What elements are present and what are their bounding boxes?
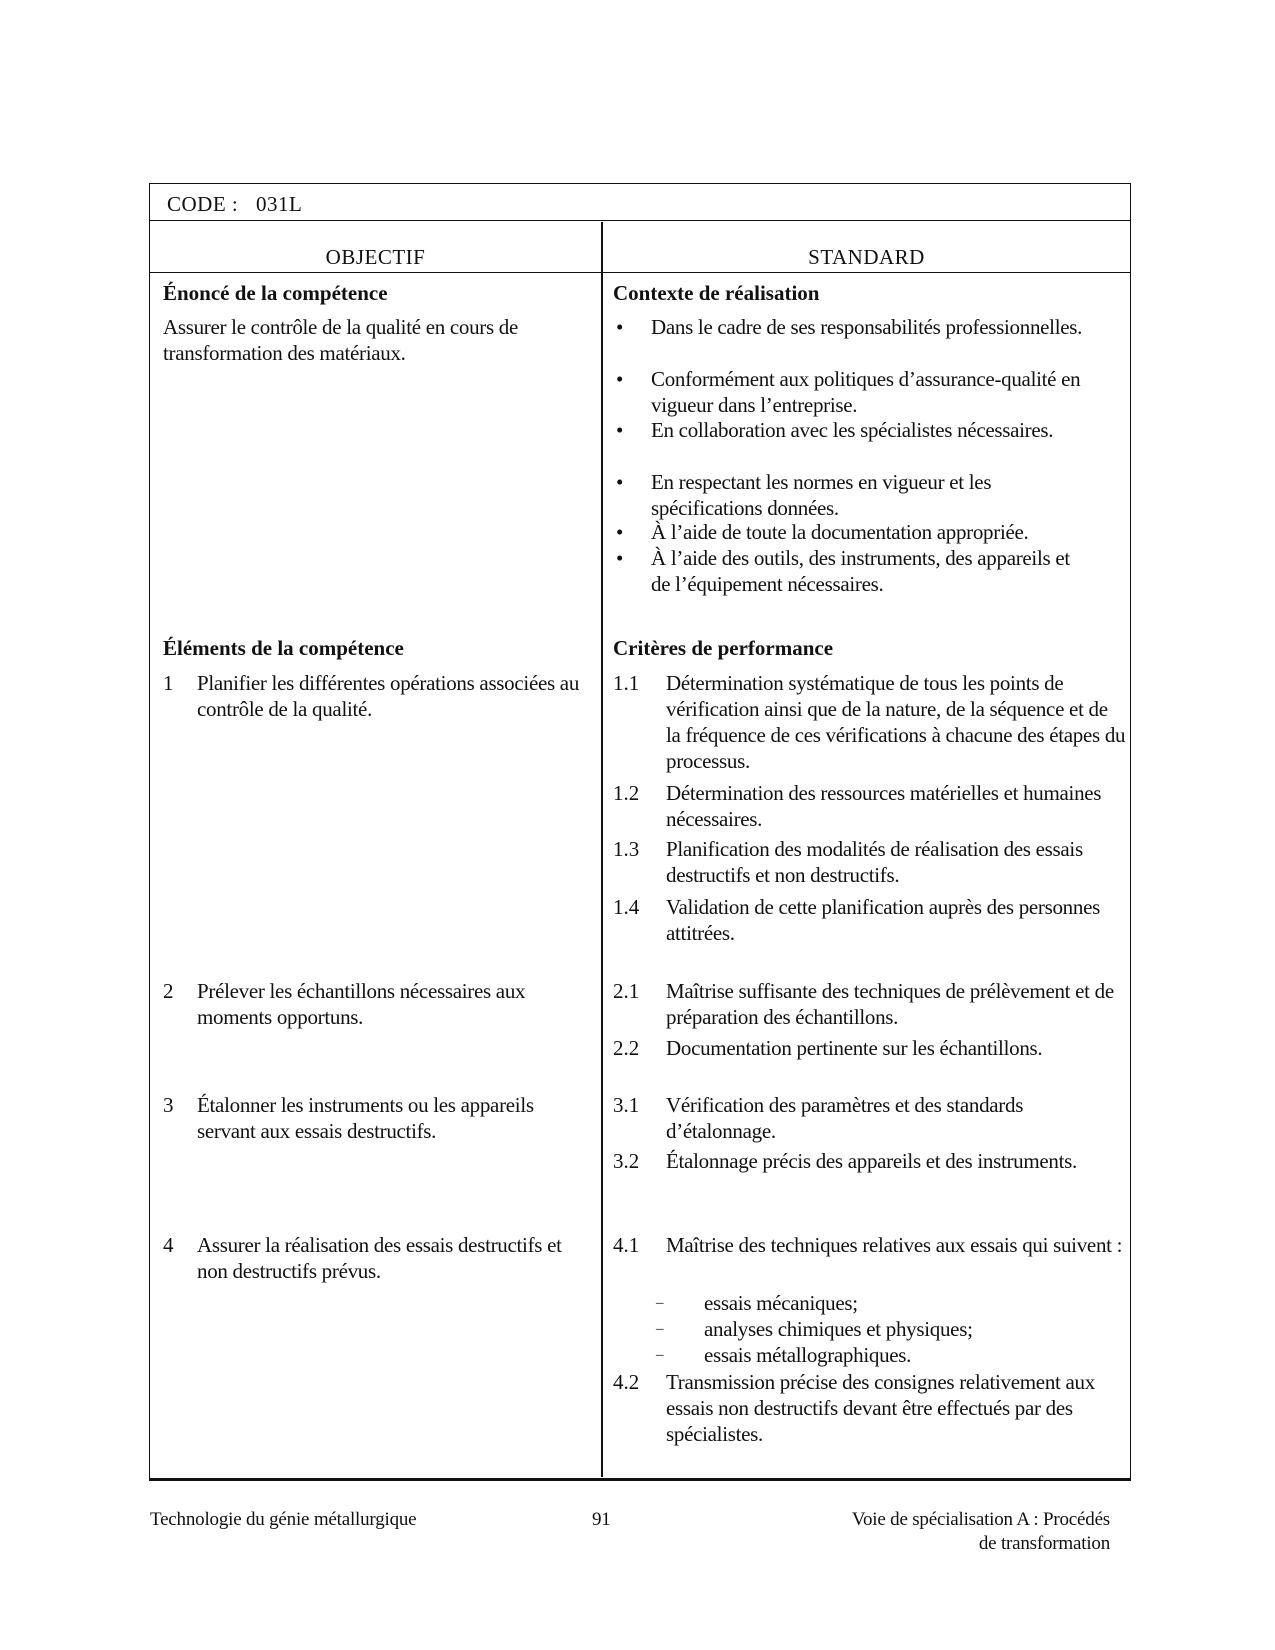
bullet-icon: • — [616, 520, 624, 544]
footer-title: Technologie du génie métallurgique — [150, 1509, 417, 1530]
critere-number: 1.2 — [613, 781, 640, 805]
column-header-objectif: OBJECTIF — [325, 245, 426, 269]
critere-number: 2.1 — [613, 979, 640, 1003]
critere-text: Documentation pertinente sur les échantillons. — [666, 1036, 1043, 1060]
contexte-item: Dans le cadre de ses responsabilités professionnelles. — [651, 315, 1083, 339]
footer-section — [852, 1508, 1110, 1556]
critere-text: Détermination des ressources matérielles et humaines nécessaires. — [666, 781, 1102, 831]
critere-text: Vérification des paramètres et des standards d’étalonnage. — [666, 1093, 1024, 1143]
critere-number: 4.2 — [613, 1370, 640, 1394]
code-row — [167, 191, 302, 217]
dash-icon: – — [656, 1347, 664, 1363]
dash-icon: – — [656, 1295, 664, 1311]
bullet-icon: • — [616, 367, 624, 391]
sub-item: analyses chimiques et physiques; — [704, 1317, 973, 1341]
sub-item: essais métallographiques. — [704, 1343, 912, 1367]
critere-number: 3.1 — [613, 1093, 640, 1117]
element-text: Étalonner les instruments ou les appareils servant aux essais destructifs. — [197, 1093, 534, 1143]
bullet-icon: • — [616, 418, 624, 442]
criteres-heading: Critères de performance — [613, 636, 834, 660]
contexte-item: À l’aide de toute la documentation appropriée. — [651, 520, 1029, 544]
enonce-heading: Énoncé de la compétence — [163, 281, 388, 305]
contexte-item: À l’aide des outils, des instruments, des appareils et de l’équipement nécessaires. — [651, 546, 1070, 596]
element-number: 3 — [163, 1093, 174, 1117]
contexte-item: En respectant les normes en vigueur et les spécifications données. — [651, 470, 992, 520]
page-number: 91 — [592, 1509, 611, 1530]
critere-number: 1.4 — [613, 895, 640, 919]
element-number: 1 — [163, 671, 174, 695]
footer-section-line2: de transformation — [978, 1533, 1110, 1554]
critere-text: Maîtrise suffisante des techniques de prélèvement et de préparation des échantillons. — [666, 979, 1114, 1029]
sub-item: essais mécaniques; — [704, 1291, 858, 1315]
critere-number: 1.3 — [613, 837, 640, 861]
critere-text: Détermination systématique de tous les points de vérification ainsi que de la nature, de la séquence et de la fréquence de ces vérifications à chacune des étapes du processus. — [666, 671, 1126, 773]
contexte-item: En collaboration avec les spécialistes nécessaires. — [651, 418, 1054, 442]
bullet-icon: • — [616, 315, 624, 339]
dash-icon: – — [656, 1321, 664, 1337]
divider — [149, 220, 1131, 221]
bullet-icon: • — [616, 470, 624, 494]
contexte-heading: Contexte de réalisation — [613, 281, 820, 305]
code-value: 031L — [256, 192, 303, 216]
critere-number: 3.2 — [613, 1149, 640, 1173]
element-text: Assurer la réalisation des essais destructifs et non destructifs prévus. — [197, 1233, 562, 1283]
footer-section-line1: Voie de spécialisation A : Procédés — [851, 1509, 1110, 1530]
critere-text: Étalonnage précis des appareils et des instruments. — [666, 1149, 1077, 1173]
critere-text: Transmission précise des consignes relativement aux essais non destructifs devant être effectués par des spécialistes. — [666, 1370, 1095, 1446]
bullet-icon: • — [616, 546, 624, 570]
element-text: Prélever les échantillons nécessaires aux moments opportuns. — [197, 979, 526, 1029]
critere-number: 4.1 — [613, 1233, 640, 1257]
elements-heading: Éléments de la compétence — [163, 636, 404, 660]
code-label: CODE : — [167, 192, 239, 216]
column-header-standard: STANDARD — [808, 245, 925, 269]
element-number: 2 — [163, 979, 174, 1003]
critere-number: 2.2 — [613, 1036, 640, 1060]
critere-text: Planification des modalités de réalisation des essais destructifs et non destructifs. — [666, 837, 1083, 887]
contexte-item: Conformément aux politiques d’assurance-qualité en vigueur dans l’entreprise. — [651, 367, 1081, 417]
enonce-text: Assurer le contrôle de la qualité en cours de transformation des matériaux. — [163, 315, 519, 365]
element-text: Planifier les différentes opérations associées au contrôle de la qualité. — [197, 671, 580, 721]
divider — [149, 272, 1131, 273]
element-number: 4 — [163, 1233, 174, 1257]
critere-text: Validation de cette planification auprès des personnes attitrées. — [666, 895, 1100, 945]
critere-number: 1.1 — [613, 671, 640, 695]
column-divider — [601, 222, 603, 1477]
critere-text: Maîtrise des techniques relatives aux essais qui suivent : — [666, 1233, 1123, 1257]
